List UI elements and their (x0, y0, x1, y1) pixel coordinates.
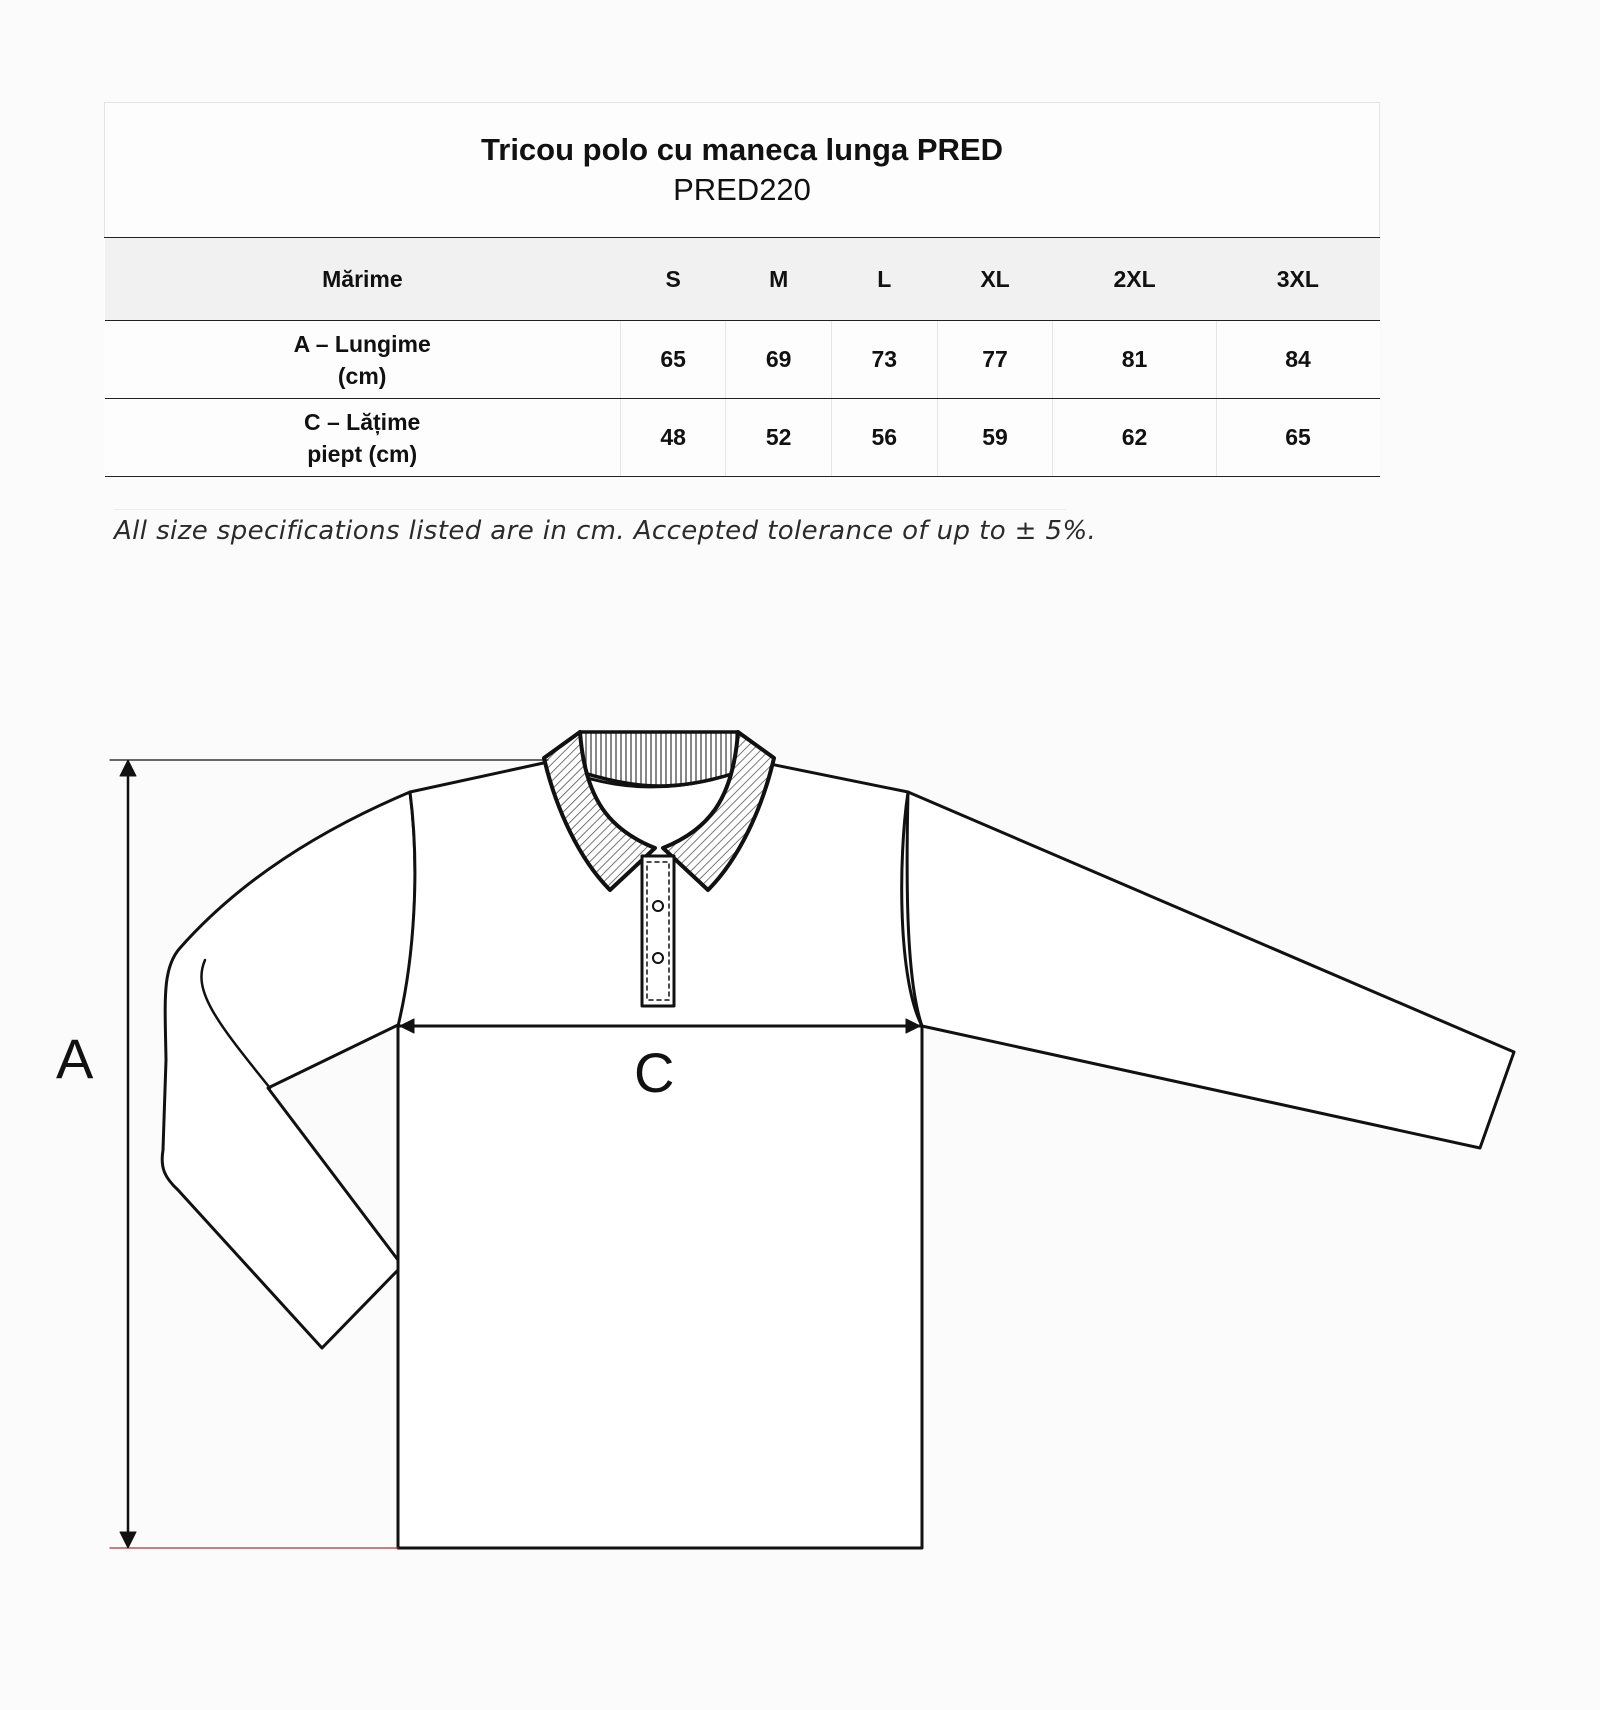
left-sleeve (162, 792, 415, 1348)
length-m: 69 (726, 321, 832, 399)
chest-3xl: 65 (1216, 399, 1379, 477)
row-label-chest-line2: piept (cm) (307, 440, 418, 467)
chest-s: 48 (620, 399, 726, 477)
row-label-length-line1: A – Lungime (293, 330, 431, 357)
length-s: 65 (620, 321, 726, 399)
chest-2xl: 62 (1053, 399, 1216, 477)
length-l: 73 (831, 321, 937, 399)
header-size: Mărime (105, 238, 621, 321)
chest-l: 56 (831, 399, 937, 477)
dimension-c-label: C (634, 1041, 675, 1104)
tolerance-note: All size specifications listed are in cm. Accepted tolerance of up to ± 5%. (114, 516, 1097, 546)
length-xl: 77 (937, 321, 1053, 399)
length-3xl: 84 (1216, 321, 1379, 399)
dimension-a-arrow-top (120, 760, 136, 776)
product-title: Tricou polo cu maneca lunga PRED (481, 132, 1003, 167)
header-3xl: 3XL (1216, 238, 1379, 321)
right-sleeve (907, 792, 1514, 1148)
length-2xl: 81 (1053, 321, 1216, 399)
dimension-a-label: A (56, 1027, 94, 1090)
row-label-chest-line1: C – Lățime (304, 408, 421, 435)
dimension-a-arrow-bottom (120, 1532, 136, 1548)
header-m: M (726, 238, 832, 321)
product-code: PRED220 (673, 172, 811, 207)
header-s: S (620, 238, 726, 321)
header-l: L (831, 238, 937, 321)
chest-xl: 59 (937, 399, 1053, 477)
header-xl: XL (937, 238, 1053, 321)
chest-m: 52 (726, 399, 832, 477)
header-2xl: 2XL (1053, 238, 1216, 321)
row-label-length-line2: (cm) (337, 362, 387, 389)
